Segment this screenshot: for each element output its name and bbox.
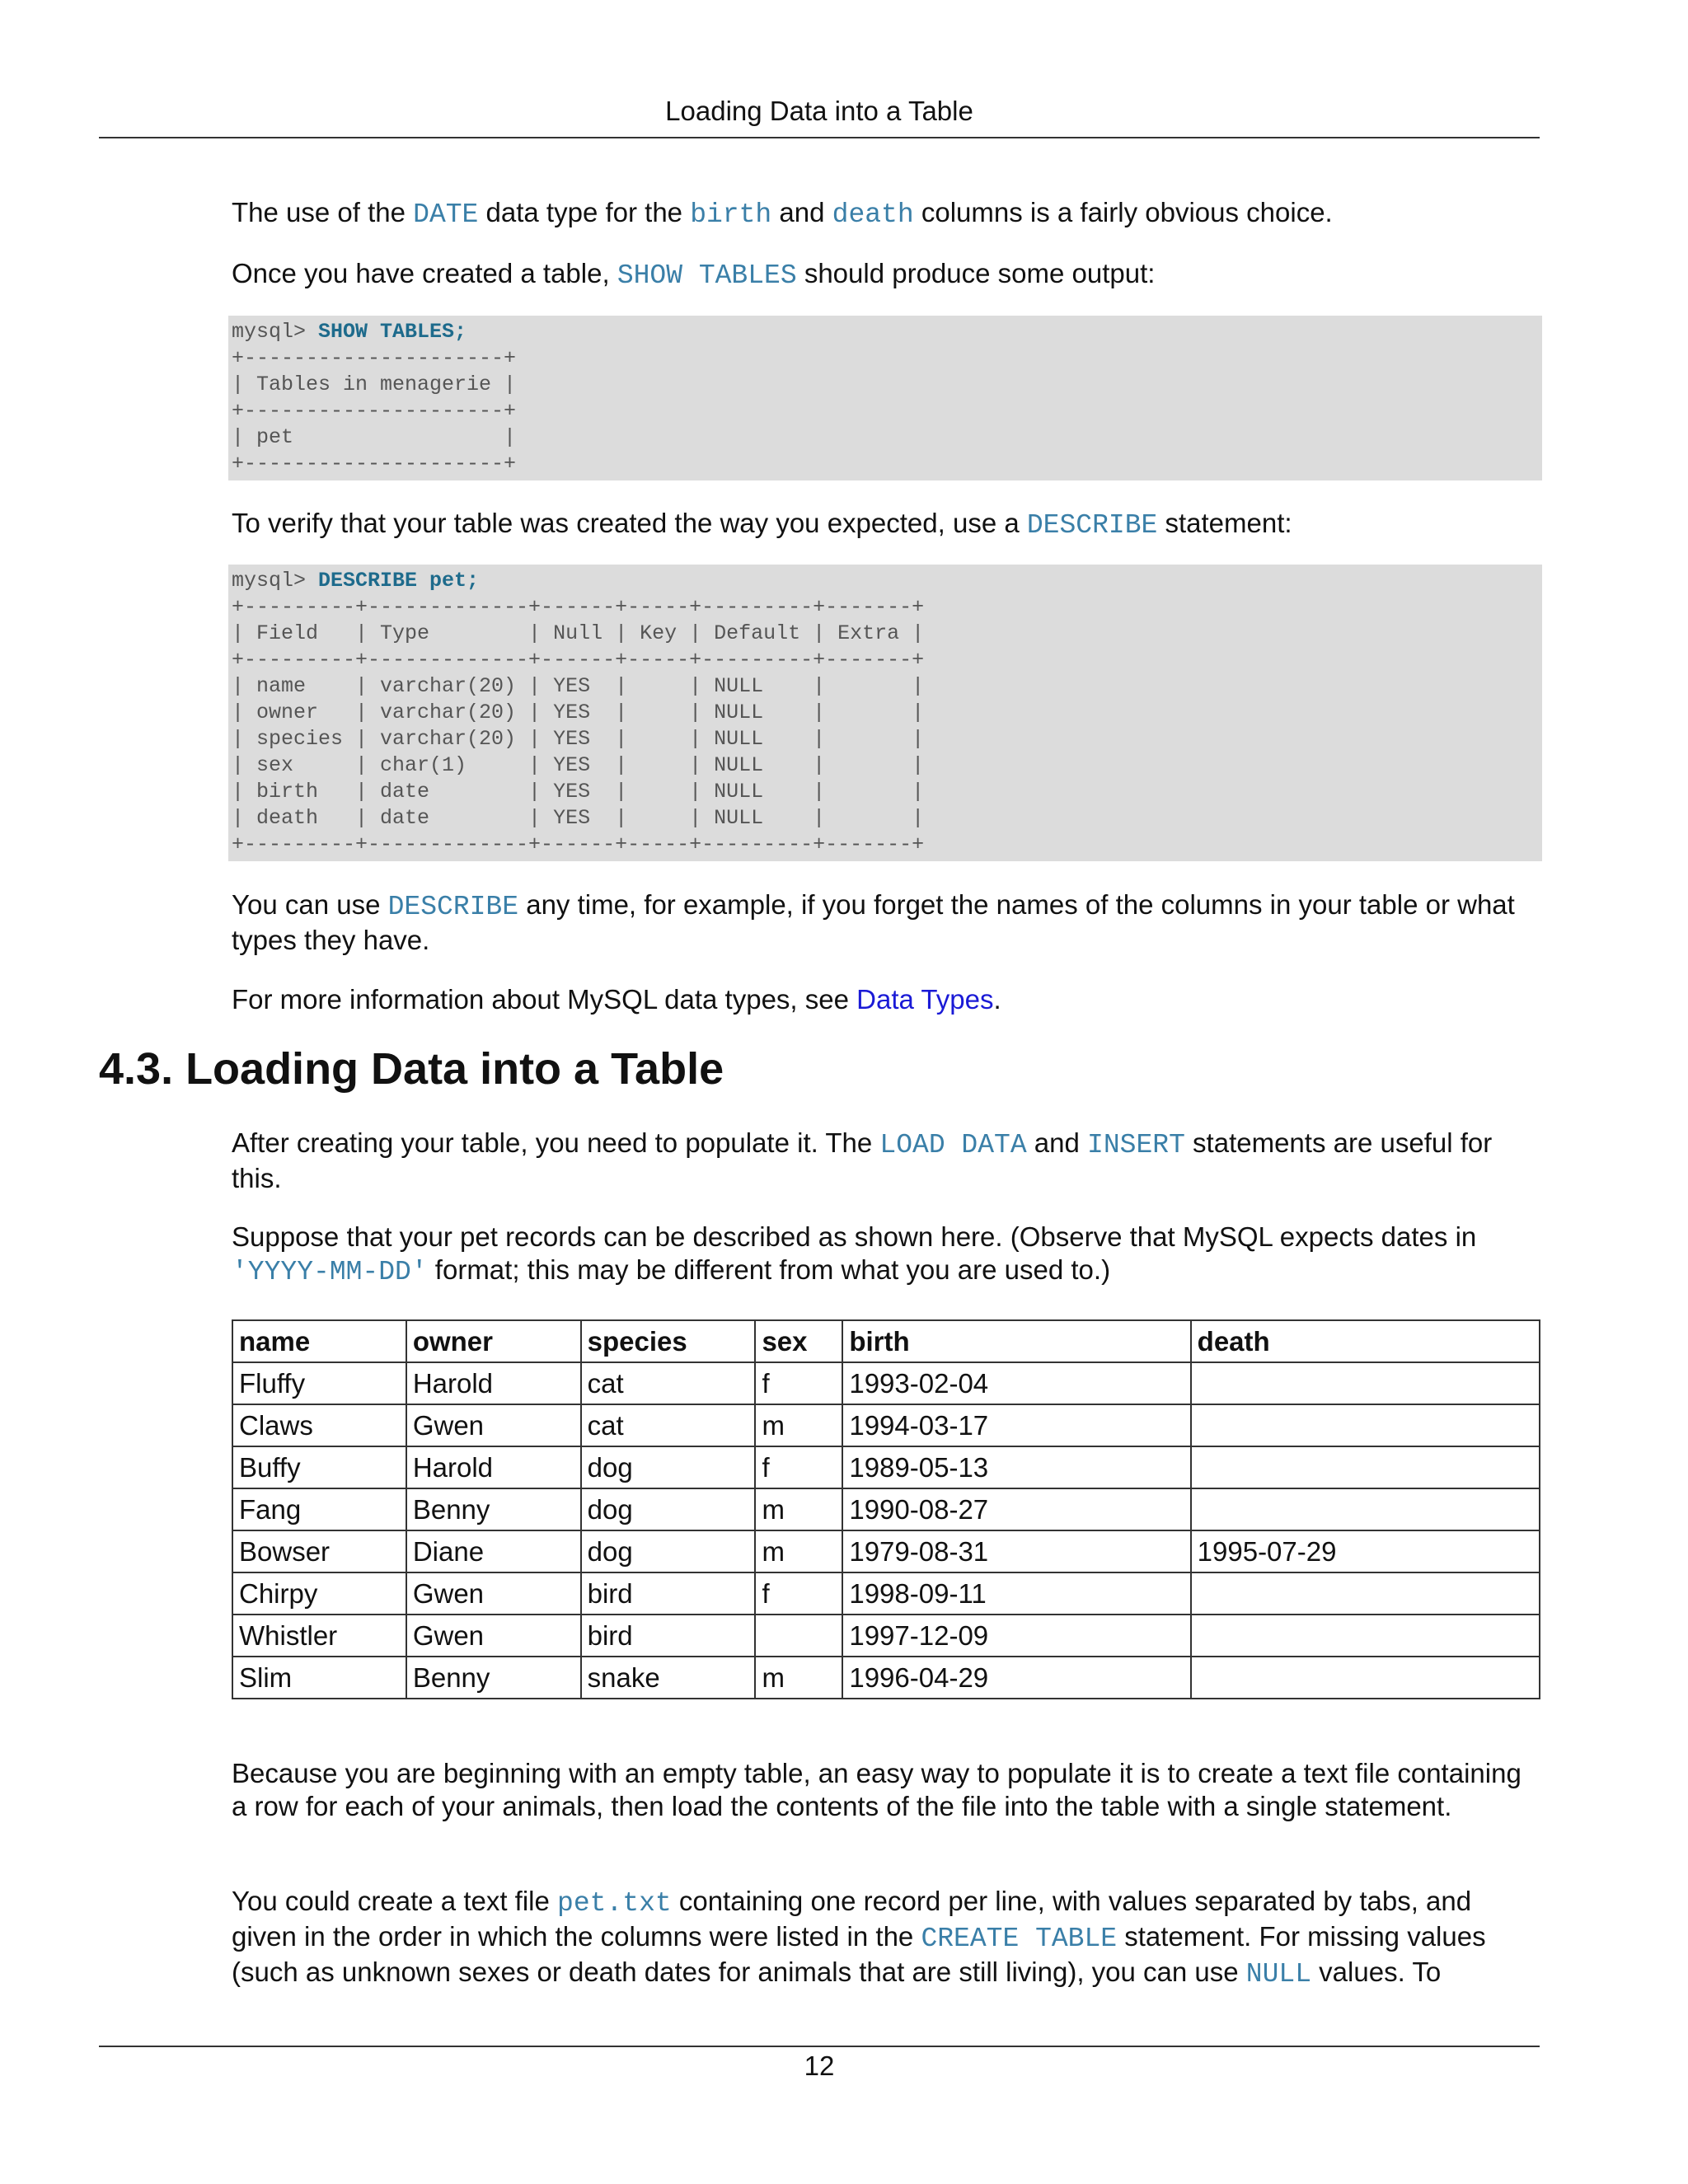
table-cell: 1990-08-27 bbox=[842, 1488, 1190, 1530]
paragraph-data-types bbox=[232, 983, 1540, 1016]
table-cell: Gwen bbox=[406, 1404, 581, 1446]
text: For more information about MySQL data types, see bbox=[232, 984, 857, 1015]
text: Suppose that your pet records can be described as shown here. (Observe that MySQL expects dates in bbox=[232, 1221, 1477, 1252]
table-cell: snake bbox=[581, 1657, 756, 1699]
table-cell: Gwen bbox=[406, 1572, 581, 1615]
table-cell: 1997-12-09 bbox=[842, 1615, 1190, 1657]
table-cell: dog bbox=[581, 1446, 756, 1488]
paragraph-show-tables bbox=[232, 257, 1540, 293]
table-cell: Fluffy bbox=[232, 1362, 406, 1404]
table-cell: m bbox=[755, 1657, 842, 1699]
inline-code-show-tables: SHOW TABLES bbox=[617, 260, 797, 291]
page-number: 12 bbox=[804, 2050, 835, 2081]
column-header: sex bbox=[755, 1320, 842, 1362]
table-cell: 1993-02-04 bbox=[842, 1362, 1190, 1404]
table-cell: 1989-05-13 bbox=[842, 1446, 1190, 1488]
table-cell: dog bbox=[581, 1530, 756, 1572]
text: You could create a text file bbox=[232, 1886, 558, 1916]
table-row bbox=[232, 1572, 1540, 1615]
table-cell bbox=[1191, 1362, 1540, 1404]
inline-code-create-table: CREATE TABLE bbox=[921, 1924, 1118, 1954]
header-rule bbox=[99, 137, 1540, 138]
table-cell bbox=[1191, 1657, 1540, 1699]
inline-code-date: DATE bbox=[413, 199, 479, 230]
text: You can use bbox=[232, 889, 388, 920]
table-cell: m bbox=[755, 1404, 842, 1446]
section-heading: 4.3. Loading Data into a Table bbox=[99, 1044, 724, 1094]
code-output: +---------------------+ | Tables in menagerie | +---------------------+ | pet | +---------------------+ bbox=[232, 346, 517, 476]
text: data type for the bbox=[478, 197, 691, 227]
table-cell: 1996-04-29 bbox=[842, 1657, 1190, 1699]
table-cell: Whistler bbox=[232, 1615, 406, 1657]
table-cell: m bbox=[755, 1488, 842, 1530]
table-cell bbox=[755, 1615, 842, 1657]
text: . bbox=[993, 984, 1001, 1015]
text: statements are useful for this. bbox=[232, 1127, 1493, 1193]
code-block-describe-pet bbox=[228, 565, 1542, 861]
paragraph-pet-txt bbox=[232, 1885, 1540, 1991]
code-command: DESCRIBE pet; bbox=[318, 569, 480, 593]
table-cell: 1998-09-11 bbox=[842, 1572, 1190, 1615]
paragraph-populate bbox=[232, 1127, 1540, 1195]
running-header: Loading Data into a Table bbox=[665, 96, 973, 126]
column-header: birth bbox=[842, 1320, 1190, 1362]
text: statement: bbox=[1157, 508, 1292, 538]
table-cell: dog bbox=[581, 1488, 756, 1530]
text: Because you are beginning with an empty table, an easy way to populate it is to create a text file containing a row for each of your animals, then load the contents of the file into the table with a single statement. bbox=[232, 1758, 1522, 1821]
code-command: SHOW TABLES; bbox=[318, 320, 467, 344]
table-row bbox=[232, 1488, 1540, 1530]
table-cell: f bbox=[755, 1446, 842, 1488]
table-row bbox=[232, 1362, 1540, 1404]
text: To verify that your table was created the way you expected, use a bbox=[232, 508, 1027, 538]
table-cell: 1995-07-29 bbox=[1191, 1530, 1540, 1572]
table-cell: Harold bbox=[406, 1446, 581, 1488]
paragraph-describe bbox=[232, 507, 1540, 542]
inline-code-pet-txt: pet.txt bbox=[557, 1888, 672, 1919]
text: and bbox=[771, 197, 832, 227]
table-cell: Benny bbox=[406, 1488, 581, 1530]
table-cell: Harold bbox=[406, 1362, 581, 1404]
column-header: species bbox=[581, 1320, 756, 1362]
inline-code-describe: DESCRIBE bbox=[387, 892, 519, 922]
inline-code-insert: INSERT bbox=[1087, 1130, 1185, 1160]
table-row bbox=[232, 1657, 1540, 1699]
table-row bbox=[232, 1530, 1540, 1572]
text: After creating your table, you need to populate it. The bbox=[232, 1127, 880, 1158]
table-cell: Gwen bbox=[406, 1615, 581, 1657]
text: containing one record per line, with values separated by tabs, and given in the order in which the columns were listed in the bbox=[232, 1886, 1472, 1952]
inline-code-null: NULL bbox=[1245, 1959, 1312, 1990]
text: columns is a fairly obvious choice. bbox=[913, 197, 1333, 227]
table-cell bbox=[1191, 1572, 1540, 1615]
paragraph-empty-table bbox=[232, 1757, 1540, 1823]
table-cell: cat bbox=[581, 1404, 756, 1446]
inline-code-load-data: LOAD DATA bbox=[879, 1130, 1027, 1160]
text: any time, for example, if you forget the names of the columns in your table or what types they have. bbox=[232, 889, 1515, 955]
text: statement. For missing values (such as unknown sexes or death dates for animals that are still living), you can use bbox=[232, 1921, 1486, 1987]
table-row bbox=[232, 1404, 1540, 1446]
text: format; this may be different from what you are used to.) bbox=[427, 1254, 1111, 1285]
text: and bbox=[1026, 1127, 1088, 1158]
table-cell: f bbox=[755, 1362, 842, 1404]
text: The use of the bbox=[232, 197, 414, 227]
table-cell: Slim bbox=[232, 1657, 406, 1699]
text: should produce some output: bbox=[796, 258, 1156, 288]
inline-code-birth: birth bbox=[690, 199, 772, 230]
paragraph-date-type bbox=[232, 196, 1540, 232]
table-cell: bird bbox=[581, 1615, 756, 1657]
table-cell bbox=[1191, 1446, 1540, 1488]
table-cell: Benny bbox=[406, 1657, 581, 1699]
table-cell: cat bbox=[581, 1362, 756, 1404]
code-prompt: mysql> bbox=[232, 569, 319, 593]
paragraph-describe-usage bbox=[232, 888, 1540, 957]
table-cell: Chirpy bbox=[232, 1572, 406, 1615]
paragraph-date-format bbox=[232, 1221, 1540, 1289]
footer-rule bbox=[99, 2046, 1540, 2047]
table-row bbox=[232, 1615, 1540, 1657]
table-cell: 1994-03-17 bbox=[842, 1404, 1190, 1446]
column-header: death bbox=[1191, 1320, 1540, 1362]
code-block-show-tables bbox=[228, 316, 1542, 480]
table-cell bbox=[1191, 1615, 1540, 1657]
table-cell: f bbox=[755, 1572, 842, 1615]
table-cell: Buffy bbox=[232, 1446, 406, 1488]
table-cell: m bbox=[755, 1530, 842, 1572]
column-header: owner bbox=[406, 1320, 581, 1362]
inline-code-death: death bbox=[832, 199, 914, 230]
data-types-link[interactable]: Data Types bbox=[856, 984, 994, 1015]
table-cell bbox=[1191, 1404, 1540, 1446]
code-output: +---------+-------------+------+-----+---------+-------+ | Field | Type | Null | Key | Default | Extra | +---------+-------------+------+-----+---------+-------+ | name | varchar(20) | YES | | NULL | | | owner | varchar(20) | YES | | NULL | | | species | varchar(20) | YES | | NULL | | | sex | char(1) | YES | | NULL | | | birth | date | YES | | NULL | | | death | date | YES | | NULL | | +---------+-------------+------+-----+---------+-------+ bbox=[232, 595, 925, 856]
table-row bbox=[232, 1446, 1540, 1488]
inline-code-describe: DESCRIBE bbox=[1026, 510, 1158, 541]
text: values. To bbox=[1311, 1957, 1442, 1987]
code-prompt: mysql> bbox=[232, 320, 319, 344]
inline-code-date-format: 'YYYY-MM-DD' bbox=[232, 1257, 428, 1287]
table-cell: Bowser bbox=[232, 1530, 406, 1572]
table-cell: Diane bbox=[406, 1530, 581, 1572]
table-cell: 1979-08-31 bbox=[842, 1530, 1190, 1572]
table-cell: Claws bbox=[232, 1404, 406, 1446]
pets-table bbox=[232, 1319, 1540, 1699]
table-cell: Fang bbox=[232, 1488, 406, 1530]
table-cell bbox=[1191, 1488, 1540, 1530]
text: Once you have created a table, bbox=[232, 258, 617, 288]
column-header: name bbox=[232, 1320, 406, 1362]
table-cell: bird bbox=[581, 1572, 756, 1615]
table-header-row bbox=[232, 1320, 1540, 1362]
